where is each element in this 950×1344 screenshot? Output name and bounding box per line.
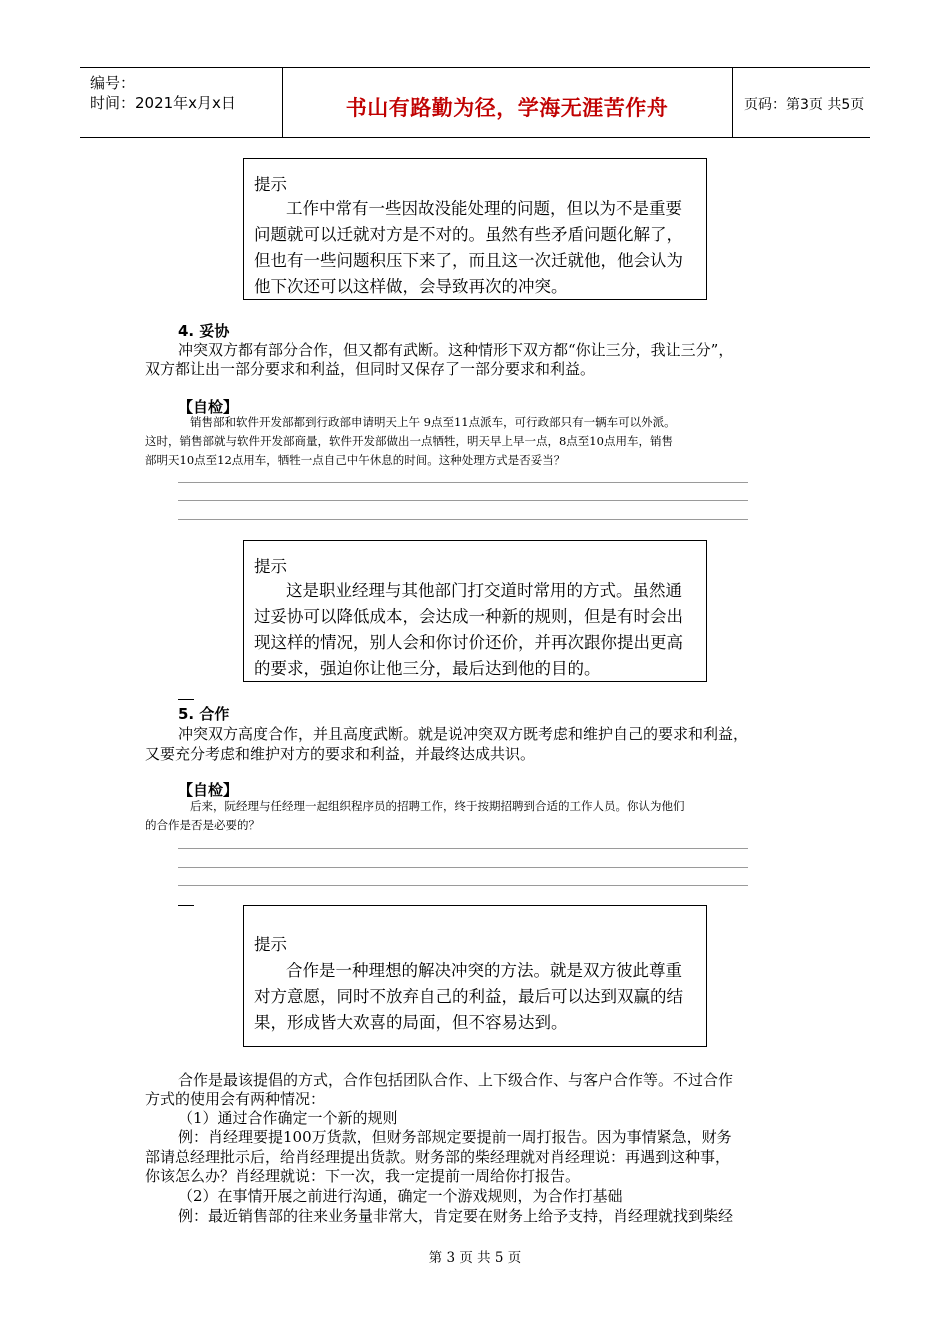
tip-title: 提示: [254, 557, 287, 576]
tip-line: 过妥协可以降低成本，会达成一种新的规则，但是有时会出: [254, 607, 683, 626]
number-label: 编号：: [90, 74, 136, 92]
selfcheck-text-line: 这时，销售部就与软件开发部商量，软件开发部做出一点牺牲，明天早上早一点，8点至10点用车，销售: [145, 434, 673, 448]
tip-line: 对方意愿，同时不放弃自己的利益，最后可以达到双赢的结: [254, 987, 683, 1006]
header-left-cell: [80, 68, 283, 137]
section-4-paragraph-line: 双方都让出一部分要求和利益，但同时又保存了一部分要求和利益。: [145, 360, 596, 378]
short-rule: [178, 699, 194, 700]
page-footer: 第 3 页 共 5 页: [428, 1250, 522, 1266]
body-text-line: 合作是最该提倡的方式，合作包括团队合作、上下级合作、与客户合作等。不过合作: [178, 1071, 734, 1089]
tip-line: 的要求，强迫你让他三分，最后达到他的目的。: [254, 659, 601, 678]
body-text-line: （2）在事情开展之前进行沟通，确定一个游戏规则，为合作打基础: [178, 1187, 623, 1205]
section-4-heading: 4. 妥协: [178, 322, 230, 340]
body-text-line: 方式的使用会有两种情况：: [145, 1090, 326, 1108]
selfcheck-label: 【自检】: [178, 781, 239, 799]
selfcheck-text-line: 的合作是否是必要的？: [145, 818, 260, 832]
tip-box-3: [243, 905, 707, 1047]
tip-line: 果，形成皆大欢喜的局面，但不容易达到。: [254, 1013, 568, 1032]
answer-line: [178, 867, 748, 868]
section-5-paragraph-line: 冲突双方高度合作，并且高度武断。就是说冲突双方既考虑和维护自己的要求和利益，: [178, 725, 749, 743]
answer-line: [178, 848, 748, 849]
tip-title: 提示: [254, 175, 287, 194]
tip-line: 问题就可以迁就对方是不对的。虽然有些矛盾问题化解了，: [254, 225, 683, 244]
answer-line: [178, 885, 748, 886]
tip-line: 现这样的情况，别人会和你讨价还价，并再次跟你提出更高: [254, 633, 683, 652]
page-header: [80, 67, 870, 138]
header-motto: 书山有路勤为径，学海无涯苦作舟: [345, 96, 669, 120]
tip-line: 但也有一些问题积压下来了，而且这一次迁就他，他会认为: [254, 251, 683, 270]
selfcheck-text-line: 后来，阮经理与任经理一起组织程序员的招聘工作，终于按期招聘到合适的工作人员。你认为他们: [190, 799, 685, 813]
section-4-paragraph-line: 冲突双方都有部分合作，但又都有武断。这种情形下双方都“你让三分，我让三分”，: [178, 341, 734, 359]
page-info: 页码：第3页 共5页: [744, 97, 865, 113]
tip-title: 提示: [254, 935, 287, 954]
section-5-paragraph-line: 又要充分考虑和维护对方的要求和利益，并最终达成共识。: [145, 745, 536, 763]
tip-box-1: [243, 158, 707, 300]
answer-line: [178, 519, 748, 520]
answer-line: [178, 500, 748, 501]
body-text-line: 例：最近销售部的往来业务量非常大，肯定要在财务上给予支持，肖经理就找到柴经: [178, 1207, 734, 1225]
selfcheck-label: 【自检】: [178, 398, 239, 416]
tip-line: 工作中常有一些因故没能处理的问题，但以为不是重要: [286, 199, 682, 218]
tip-line: 这是职业经理与其他部门打交道时常用的方式。虽然通: [286, 581, 682, 600]
body-text-line: 部请总经理批示后，给肖经理提出货款。财务部的柴经理就对肖经理说：再遇到这种事，: [145, 1148, 731, 1166]
selfcheck-text-line: 部明天10点至12点用车，牺牲一点自己中午休息的时间。这种处理方式是否妥当？: [145, 453, 566, 467]
tip-line: 他下次还可以这样做，会导致再次的冲突。: [254, 277, 568, 296]
body-text-line: 你该怎么办？肖经理就说：下一次，我一定提前一周给你打报告。: [145, 1167, 581, 1185]
header-middle-cell: [282, 68, 733, 137]
date-label: 时间：2021年x月x日: [90, 94, 236, 112]
tip-line: 合作是一种理想的解决冲突的方法。就是双方彼此尊重: [286, 961, 682, 980]
section-5-heading: 5. 合作: [178, 705, 230, 723]
selfcheck-text-line: 销售部和软件开发部都到行政部申请明天上午 9点至11点派车，可行政部只有一辆车可以外派。: [190, 415, 676, 429]
body-text-line: （1）通过合作确定一个新的规则: [178, 1109, 398, 1127]
tip-box-2: [243, 540, 707, 682]
header-right-cell: [732, 68, 870, 137]
body-text-line: 例：肖经理要提100万货款，但财务部规定要提前一周打报告。因为事情紧急，财务: [178, 1128, 732, 1146]
short-rule: [178, 905, 194, 906]
answer-line: [178, 482, 748, 483]
